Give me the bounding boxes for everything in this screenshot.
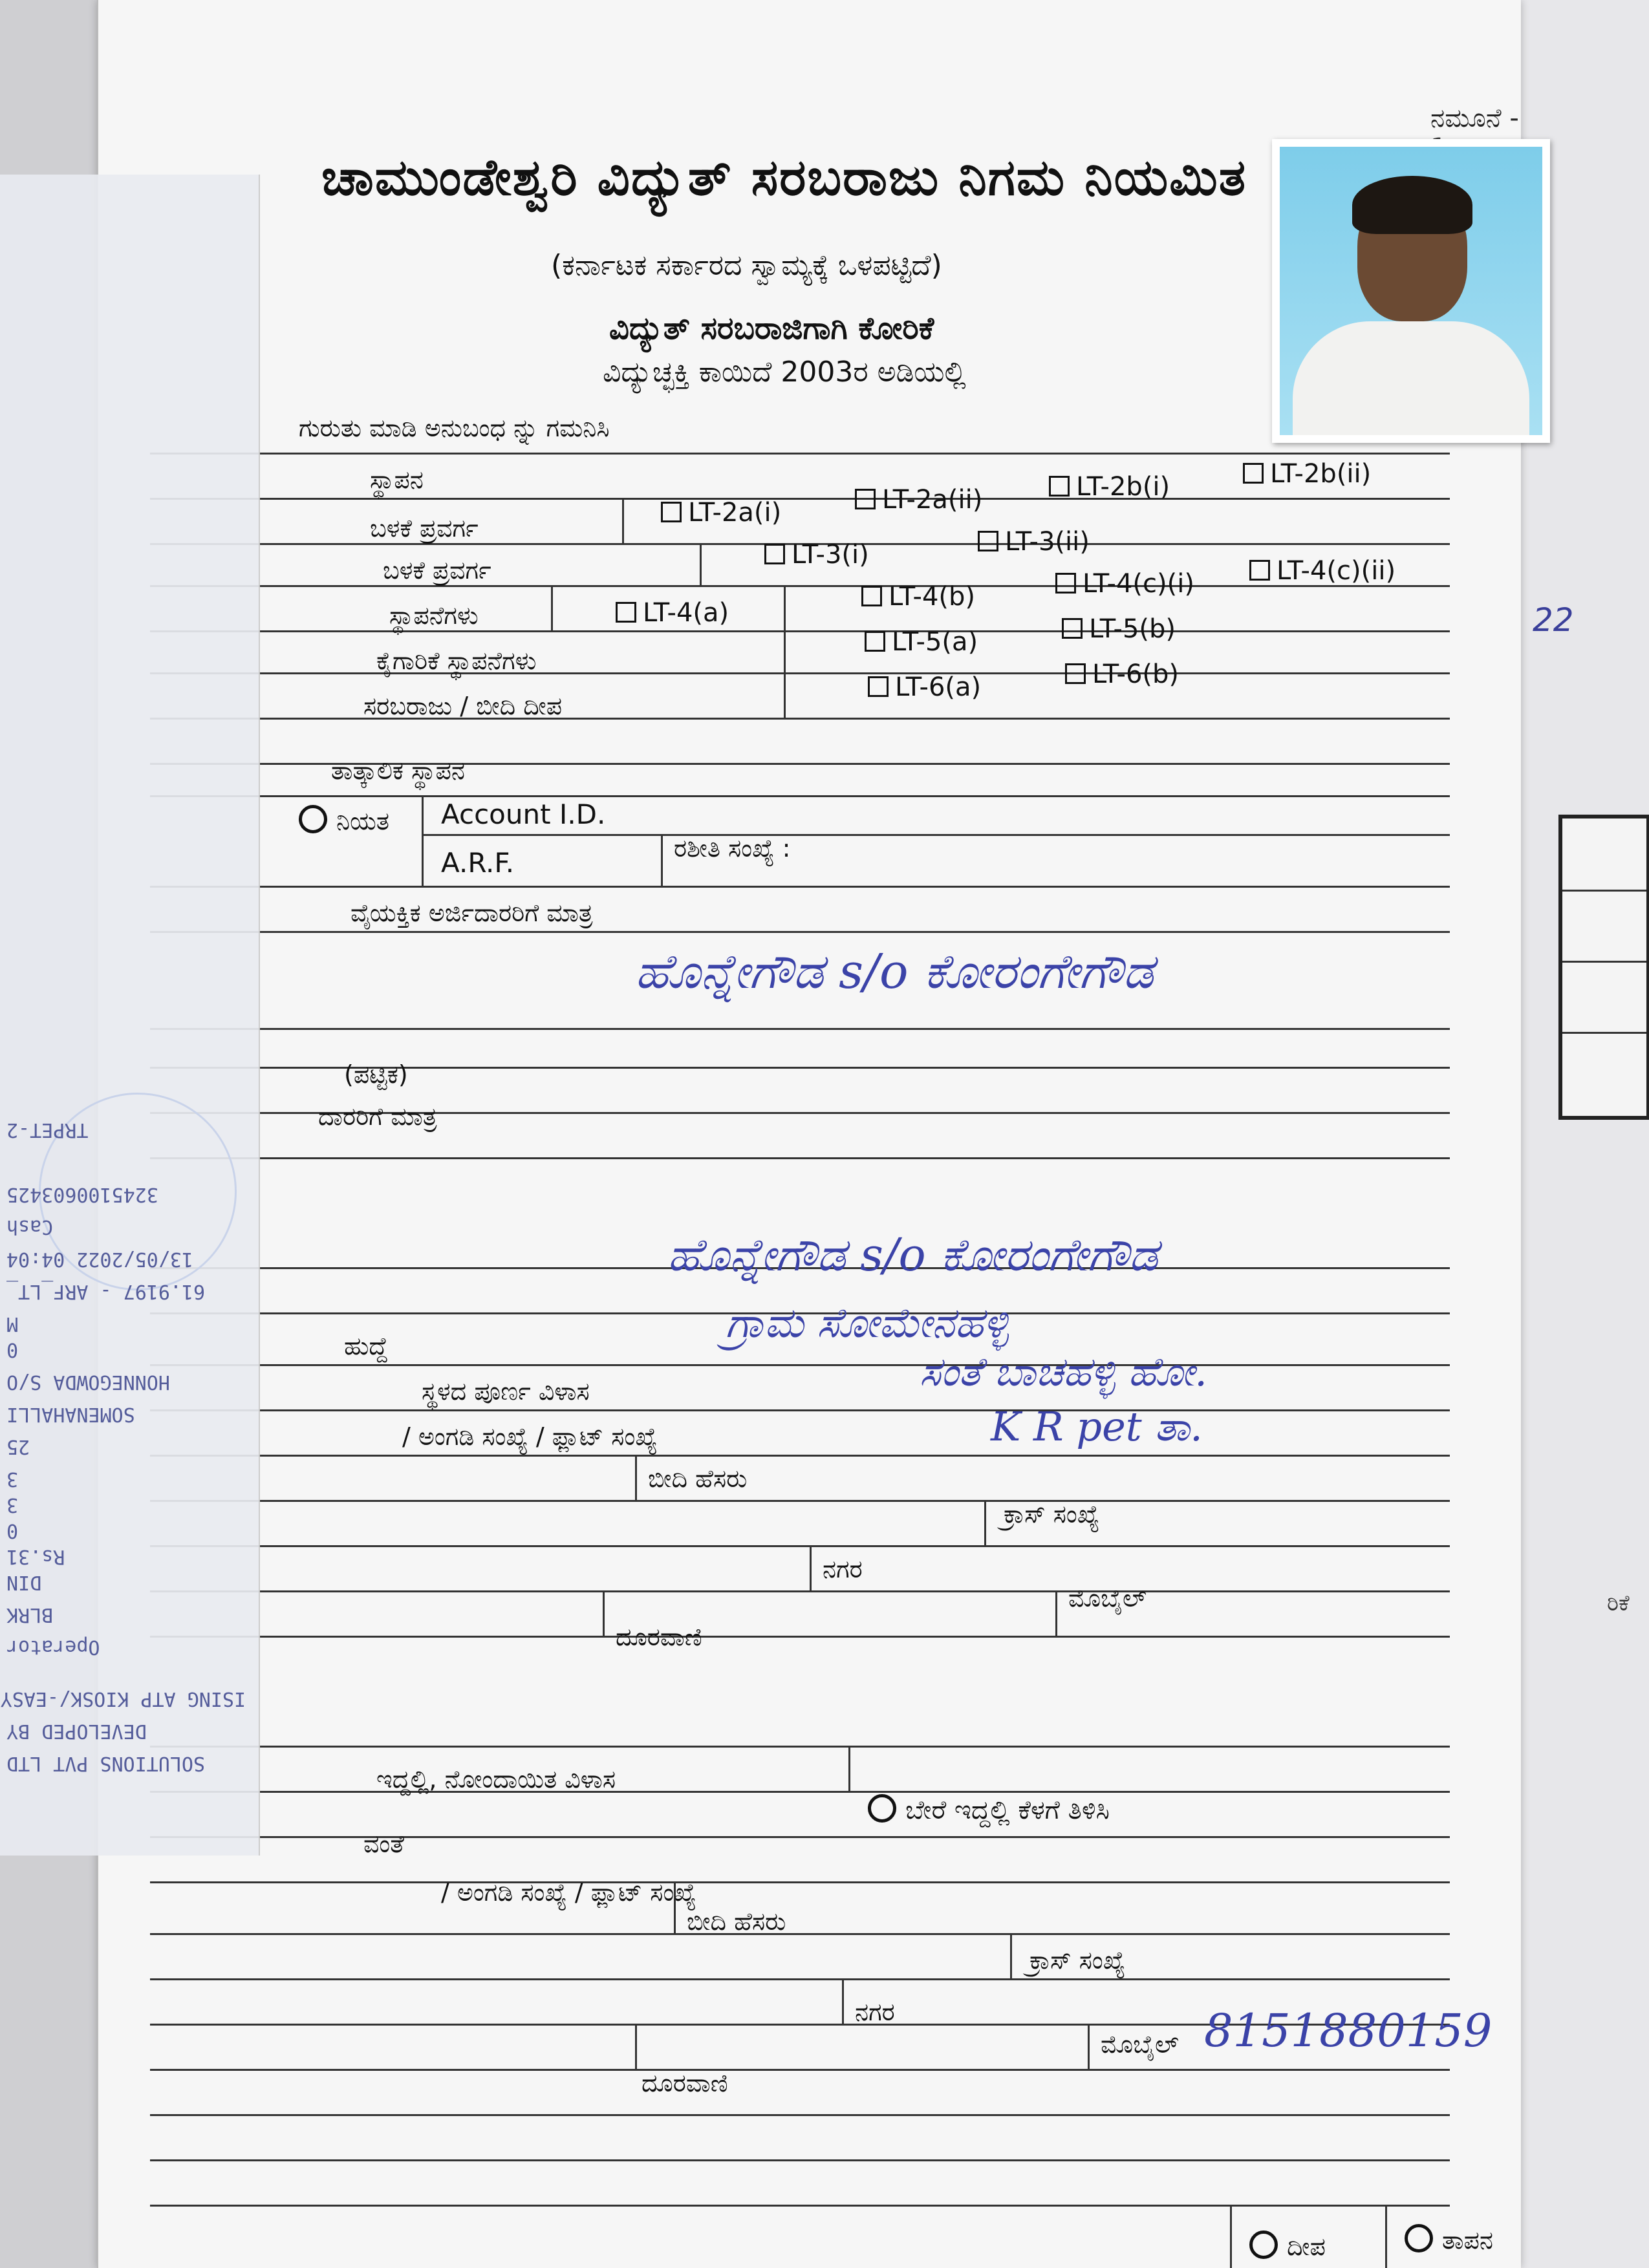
tariff-lt-3-i[interactable]: LT-3(i) bbox=[764, 540, 869, 570]
door-number-label-2: / ಅಂಗಡಿ ಸಂಖ್ಯೆ / ಫ್ಲಾಟ್ ಸಂಖ್ಯೆ bbox=[441, 1878, 696, 1907]
tariff-lt-2a-ii[interactable]: LT-2a(ii) bbox=[855, 485, 982, 515]
permanent-option[interactable]: ನಿಯತ bbox=[299, 805, 389, 836]
receipt-line: HONNEGOWDA S/O bbox=[6, 1371, 170, 1393]
city-label: ನಗರ bbox=[823, 1555, 863, 1583]
receipt-line: TRPET-2 bbox=[6, 1118, 89, 1141]
receipt-line: Cash bbox=[6, 1215, 54, 1238]
account-id-label: Account I.D. bbox=[441, 798, 606, 830]
designation-label: ಹುದ್ದೆ bbox=[344, 1332, 388, 1360]
lamp-radio[interactable] bbox=[1249, 2231, 1278, 2259]
receipt-line: 61.9197 - ARF_LT_ bbox=[6, 1280, 206, 1303]
door-number-label: / ಅಂಗಡಿ ಸಂಖ್ಯೆ / ಫ್ಲಾಟ್ ಸಂಖ್ಯೆ bbox=[402, 1422, 658, 1451]
registered-address-label: ಇದ್ದಲ್ಲಿ, ನೋಂದಾಯಿತ ವಿಳಾಸ bbox=[376, 1765, 616, 1793]
temporary-installation-label: ತಾತ್ಕಾಲಿಕ ಸ್ಥಾಪನ bbox=[331, 756, 466, 785]
background-edge-text: ರಿಕೆ bbox=[1607, 1590, 1630, 1616]
handwritten-address-line-1: ಗ್ರಾಮ ಸೋಮೇನಹಳ್ಳಿ bbox=[726, 1300, 1009, 1347]
receipt-number-label: ರಶೀತಿ ಸಂಖ್ಯೆ : bbox=[674, 834, 791, 862]
background-handwriting: 22 bbox=[1533, 601, 1574, 639]
permanent-radio[interactable] bbox=[299, 805, 327, 833]
owner-label: ವಂತೆ bbox=[363, 1830, 404, 1858]
receipt-line: SOLUTIONS PVT LTD bbox=[6, 1752, 206, 1775]
receipt-line: Operator bbox=[6, 1636, 100, 1658]
mobile-label-2: ಮೊಬೈಲ್ bbox=[1101, 2030, 1179, 2059]
tariff-lt-3-ii[interactable]: LT-3(ii) bbox=[978, 527, 1090, 557]
full-address-label: ಸ್ಥಳದ ಪೂರ್ಣ ವಿಳಾಸ bbox=[422, 1377, 590, 1406]
tariff-lt-6-b[interactable]: LT-6(b) bbox=[1065, 659, 1179, 689]
handwritten-address-line-3: K R pet ತಾ. bbox=[991, 1403, 1203, 1450]
receipt-line: M bbox=[6, 1312, 19, 1335]
applicants-only-label: ದಾರರಿಗೆ ಮಾತ್ರ bbox=[318, 1102, 437, 1131]
city-label-2: ನಗರ bbox=[855, 1998, 895, 2026]
handwritten-mobile: 8151880159 bbox=[1204, 2004, 1493, 2057]
tariff-lt-4-b[interactable]: LT-4(b) bbox=[861, 582, 975, 612]
tariff-lt-2b-i[interactable]: LT-2b(i) bbox=[1049, 472, 1170, 502]
application-form bbox=[97, 0, 1521, 2268]
tariff-lt-4-c-i[interactable]: LT-4(c)(i) bbox=[1055, 569, 1194, 599]
form-heading: ವಿದ್ಯುತ್ ಸರಬರಾಜಿಗಾಗಿ ಕೋರಿಕೆ bbox=[609, 310, 934, 347]
tariff-lt-5-b[interactable]: LT-5(b) bbox=[1062, 614, 1176, 644]
heating-radio[interactable] bbox=[1405, 2224, 1433, 2252]
industrial-installations-label: ಕೈಗಾರಿಕೆ ಸ್ಥಾಪನೆಗಳು bbox=[376, 647, 537, 675]
installations-label: ಸ್ಥಾಪನೆಗಳು bbox=[389, 601, 479, 630]
other-specify-option[interactable]: ಬೇರೆ ಇದ್ದಲ್ಲಿ ಕೆಳಗೆ ತಿಳಿಸಿ bbox=[868, 1794, 1110, 1825]
receipt-line: DIN bbox=[6, 1571, 42, 1594]
cross-number-label: ಕ್ರಾಸ್ ಸಂಖ್ಯೆ bbox=[1004, 1500, 1100, 1528]
street-light-label: ಸರಬರಾಜು / ಬೀದಿ ದೀಪ bbox=[363, 692, 563, 720]
usage-category-label: ಬಳಕೆ ಪ್ರವರ್ಗ bbox=[370, 514, 479, 542]
heating-option[interactable]: ತಾಪನ bbox=[1405, 2224, 1493, 2255]
kiosk-receipt bbox=[0, 175, 260, 1856]
street-name-label-2: ಬೀದಿ ಹೆಸರು bbox=[687, 1907, 786, 1936]
applicant-photo bbox=[1272, 139, 1550, 443]
usage-category-label-2: ಬಳಕೆ ಪ್ರವರ್ಗ bbox=[383, 556, 491, 584]
tariff-lt-4-a[interactable]: LT-4(a) bbox=[616, 598, 729, 628]
background-table bbox=[1558, 815, 1649, 1120]
company-title: ಚಾಮುಂಡೇಶ್ವರಿ ವಿದ್ಯುತ್ ಸರಬರಾಜು ನಿಗಮ ನಿಯಮಿತ bbox=[321, 149, 1247, 207]
receipt-line: BLRK bbox=[6, 1603, 54, 1626]
tariff-lt-4-c-ii[interactable]: LT-4(c)(ii) bbox=[1249, 556, 1396, 586]
lamp-option[interactable]: ದೀಪ bbox=[1249, 2231, 1326, 2262]
receipt-line: SOMENAHALLI bbox=[6, 1403, 135, 1426]
other-specify-radio[interactable] bbox=[868, 1794, 896, 1823]
tariff-lt-6-a[interactable]: LT-6(a) bbox=[868, 672, 981, 702]
receipt-line: 0 bbox=[6, 1519, 19, 1542]
receipt-line: ISING ATP KIOSK/-EASY bbox=[0, 1687, 246, 1710]
landline-label: ದೂರವಾಣಿ bbox=[616, 1623, 702, 1651]
landline-label-2: ದೂರವಾಣಿ bbox=[641, 2069, 728, 2097]
street-name-label: ಬೀದಿ ಹೆಸರು bbox=[648, 1464, 748, 1493]
form-number: ನಮೂನೆ - bbox=[1430, 103, 1519, 133]
government-subtitle: (ಕರ್ನಾಟಕ ಸರ್ಕಾರದ ಸ್ವಾಮ್ಯಕ್ಕೆ ಒಳಪಟ್ಟಿದೆ) bbox=[551, 249, 942, 282]
name-caps-label: (ಪಟ್ಟಿಕ) bbox=[344, 1060, 408, 1089]
tariff-lt-2a-i[interactable]: LT-2a(i) bbox=[661, 498, 781, 528]
handwritten-name-2: ಹೊನ್ನೇಗೌಡ s/o ಕೋರಂಗೇಗೌಡ bbox=[667, 1228, 1158, 1281]
act-reference: ವಿದ್ಯುಚ್ಛಕ್ತಿ ಕಾಯಿದೆ 2003ರ ಅಡಿಯಲ್ಲಿ bbox=[603, 356, 966, 389]
individual-only-label: ವೈಯಕ್ತಿಕ ಅರ್ಜಿದಾರರಿಗೆ ಮಾತ್ರ bbox=[350, 899, 593, 927]
receipt-line: 13/05/2022 04:04 bbox=[6, 1248, 193, 1270]
cross-number-label-2: ಕ್ರಾಸ್ ಸಂಖ್ಯೆ bbox=[1029, 1946, 1126, 1974]
receipt-line: 3245100603425 bbox=[6, 1183, 158, 1206]
installation-label: ಸ್ಥಾಪನ bbox=[370, 465, 424, 494]
handwritten-name: ಹೊನ್ನೇಗೌಡ s/o ಕೋರಂಗೇಗೌಡ bbox=[635, 944, 1154, 1000]
receipt-line: Rs.31 bbox=[6, 1545, 65, 1568]
tariff-lt-5-a[interactable]: LT-5(a) bbox=[865, 627, 978, 657]
handwritten-address-line-2: ಸಂತೆ ಬಾಚಹಳ್ಳಿ ಹೋ. bbox=[920, 1348, 1207, 1395]
receipt-line: DEVELOPED BY bbox=[6, 1720, 147, 1742]
receipt-line: 3 bbox=[6, 1493, 19, 1516]
mobile-label: ಮೊಬೈಲ್ bbox=[1068, 1584, 1147, 1612]
tariff-lt-2b-ii[interactable]: LT-2b(ii) bbox=[1243, 459, 1371, 489]
receipt-line: 0 bbox=[6, 1338, 19, 1361]
receipt-line: 3 bbox=[6, 1468, 19, 1490]
arf-label: A.R.F. bbox=[441, 847, 515, 879]
receipt-line: 25 bbox=[6, 1435, 30, 1458]
mark-instruction: ಗುರುತು ಮಾಡಿ ಅನುಬಂಧ ನ್ನು ಗಮನಿಸಿ bbox=[299, 414, 610, 442]
